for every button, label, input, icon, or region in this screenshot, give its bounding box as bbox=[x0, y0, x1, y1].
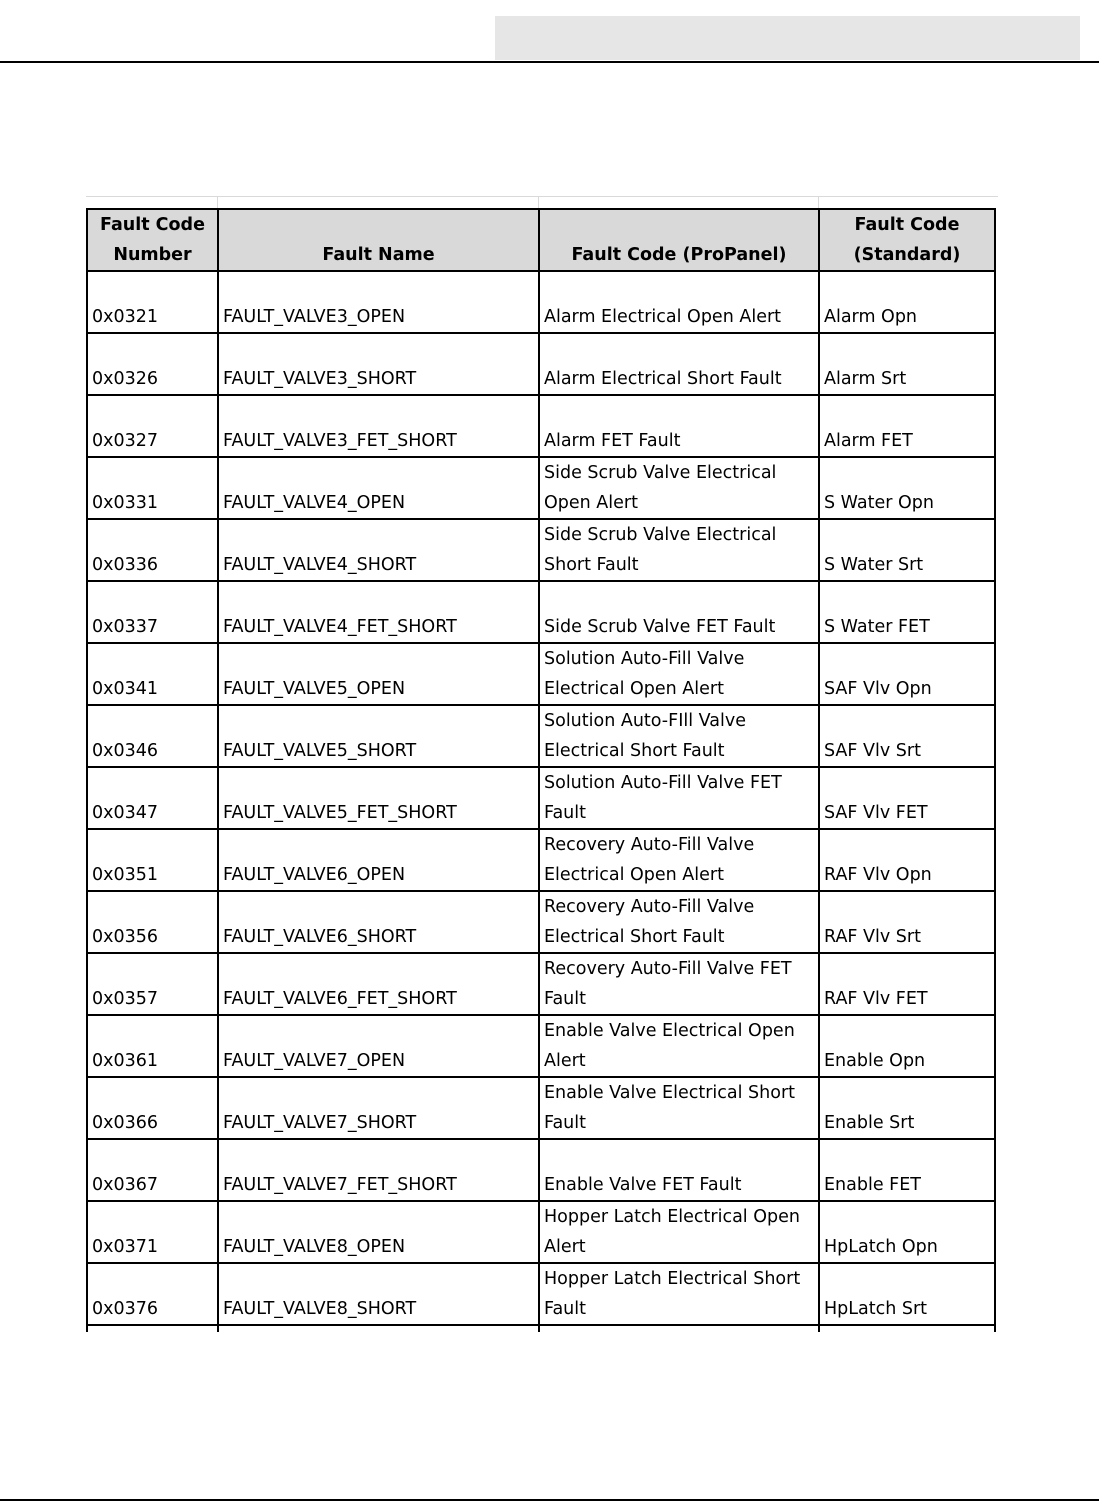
fault-name-cell: FAULT_VALVE6_SHORT bbox=[218, 891, 539, 953]
fault-name-cell: FAULT_VALVE4_FET_SHORT bbox=[218, 581, 539, 643]
table-row bbox=[87, 1015, 995, 1077]
header-bar bbox=[495, 16, 1080, 60]
fault-code-propanel-cell: Solution Auto-Fill Valve Electrical Open Alert bbox=[539, 643, 819, 705]
fault-code-standard-cell: Enable Srt bbox=[819, 1077, 995, 1139]
fault-code-standard-cell: Alarm Srt bbox=[819, 333, 995, 395]
table-row bbox=[87, 953, 995, 1015]
fault-name-cell: FAULT_VALVE5_SHORT bbox=[218, 705, 539, 767]
fault-code-number-cell: 0x0356 bbox=[87, 891, 218, 953]
fault-name-cell: FAULT_VALVE5_FET_SHORT bbox=[218, 767, 539, 829]
fault-code-propanel-cell: Recovery Auto-Fill Valve FET Fault bbox=[539, 953, 819, 1015]
fault-code-standard-cell: RAF Vlv FET bbox=[819, 953, 995, 1015]
table-row bbox=[87, 457, 995, 519]
fault-code-propanel-cell: Enable Valve Electrical Open Alert bbox=[539, 1015, 819, 1077]
table-row bbox=[87, 271, 995, 333]
table-row bbox=[87, 519, 995, 581]
table-row-continued bbox=[87, 1325, 995, 1332]
table-row bbox=[87, 1139, 995, 1201]
fault-code-standard-cell: S Water FET bbox=[819, 581, 995, 643]
table-cell-continued bbox=[819, 1325, 995, 1332]
header-fault-name: Fault Name bbox=[218, 209, 539, 271]
table-row bbox=[87, 767, 995, 829]
footer-rule bbox=[0, 1499, 1099, 1501]
fault-code-number-cell: 0x0321 bbox=[87, 271, 218, 333]
fault-code-table bbox=[86, 208, 996, 1332]
fault-code-standard-cell: Alarm Opn bbox=[819, 271, 995, 333]
fault-code-standard-cell: S Water Srt bbox=[819, 519, 995, 581]
table-cell-continued bbox=[87, 1325, 218, 1332]
header-rule bbox=[0, 61, 1099, 63]
fault-code-standard-cell: SAF Vlv Srt bbox=[819, 705, 995, 767]
fault-name-cell: FAULT_VALVE5_OPEN bbox=[218, 643, 539, 705]
fault-code-standard-cell: SAF Vlv Opn bbox=[819, 643, 995, 705]
fault-name-cell: FAULT_VALVE8_OPEN bbox=[218, 1201, 539, 1263]
fault-code-number-cell: 0x0336 bbox=[87, 519, 218, 581]
header-fault-code-propanel: Fault Code (ProPanel) bbox=[539, 209, 819, 271]
table-row bbox=[87, 643, 995, 705]
table-row bbox=[87, 395, 995, 457]
fault-code-table-container bbox=[86, 196, 998, 1319]
fault-name-cell: FAULT_VALVE4_OPEN bbox=[218, 457, 539, 519]
fault-name-cell: FAULT_VALVE7_FET_SHORT bbox=[218, 1139, 539, 1201]
fault-code-standard-cell: RAF Vlv Srt bbox=[819, 891, 995, 953]
fault-name-cell: FAULT_VALVE6_FET_SHORT bbox=[218, 953, 539, 1015]
fault-name-cell: FAULT_VALVE3_OPEN bbox=[218, 271, 539, 333]
header-fault-code-standard: Fault Code (Standard) bbox=[819, 209, 995, 271]
fault-name-cell: FAULT_VALVE8_SHORT bbox=[218, 1263, 539, 1325]
sheet-gridline bbox=[217, 196, 218, 208]
fault-code-standard-cell: SAF Vlv FET bbox=[819, 767, 995, 829]
fault-code-standard-cell: RAF Vlv Opn bbox=[819, 829, 995, 891]
fault-code-standard-cell: HpLatch Srt bbox=[819, 1263, 995, 1325]
table-row bbox=[87, 891, 995, 953]
fault-name-cell: FAULT_VALVE3_SHORT bbox=[218, 333, 539, 395]
fault-code-number-cell: 0x0357 bbox=[87, 953, 218, 1015]
fault-code-number-cell: 0x0337 bbox=[87, 581, 218, 643]
fault-code-propanel-cell: Hopper Latch Electrical Short Fault bbox=[539, 1263, 819, 1325]
table-cell-continued bbox=[218, 1325, 539, 1332]
fault-name-cell: FAULT_VALVE7_OPEN bbox=[218, 1015, 539, 1077]
fault-code-propanel-cell: Side Scrub Valve Electrical Short Fault bbox=[539, 519, 819, 581]
fault-code-propanel-cell: Alarm FET Fault bbox=[539, 395, 819, 457]
fault-code-propanel-cell: Enable Valve Electrical Short Fault bbox=[539, 1077, 819, 1139]
fault-code-propanel-cell: Side Scrub Valve FET Fault bbox=[539, 581, 819, 643]
fault-code-number-cell: 0x0371 bbox=[87, 1201, 218, 1263]
fault-code-number-cell: 0x0327 bbox=[87, 395, 218, 457]
fault-code-propanel-cell: Recovery Auto-Fill Valve Electrical Open Alert bbox=[539, 829, 819, 891]
sheet-gridline bbox=[86, 196, 998, 197]
fault-code-standard-cell: HpLatch Opn bbox=[819, 1201, 995, 1263]
table-row bbox=[87, 705, 995, 767]
fault-code-number-cell: 0x0326 bbox=[87, 333, 218, 395]
table-cell-continued bbox=[539, 1325, 819, 1332]
fault-code-propanel-cell: Recovery Auto-Fill Valve Electrical Short Fault bbox=[539, 891, 819, 953]
fault-code-standard-cell: Enable FET bbox=[819, 1139, 995, 1201]
fault-name-cell: FAULT_VALVE4_SHORT bbox=[218, 519, 539, 581]
fault-code-propanel-cell: Side Scrub Valve Electrical Open Alert bbox=[539, 457, 819, 519]
fault-code-number-cell: 0x0376 bbox=[87, 1263, 218, 1325]
fault-code-number-cell: 0x0361 bbox=[87, 1015, 218, 1077]
fault-code-standard-cell: Enable Opn bbox=[819, 1015, 995, 1077]
fault-code-number-cell: 0x0366 bbox=[87, 1077, 218, 1139]
table-row bbox=[87, 1077, 995, 1139]
table-header-row bbox=[87, 209, 995, 271]
table-row bbox=[87, 1263, 995, 1325]
fault-code-number-cell: 0x0351 bbox=[87, 829, 218, 891]
fault-code-propanel-cell: Alarm Electrical Open Alert bbox=[539, 271, 819, 333]
table-row bbox=[87, 581, 995, 643]
fault-code-standard-cell: Alarm FET bbox=[819, 395, 995, 457]
fault-code-propanel-cell: Solution Auto-Fill Valve FET Fault bbox=[539, 767, 819, 829]
fault-name-cell: FAULT_VALVE6_OPEN bbox=[218, 829, 539, 891]
fault-code-propanel-cell: Hopper Latch Electrical Open Alert bbox=[539, 1201, 819, 1263]
table-row bbox=[87, 1201, 995, 1263]
fault-code-number-cell: 0x0331 bbox=[87, 457, 218, 519]
fault-code-propanel-cell: Alarm Electrical Short Fault bbox=[539, 333, 819, 395]
sheet-gridline bbox=[818, 196, 819, 208]
sheet-gridline bbox=[538, 196, 539, 208]
fault-code-standard-cell: S Water Opn bbox=[819, 457, 995, 519]
table-row bbox=[87, 333, 995, 395]
fault-code-propanel-cell: Solution Auto-FIll Valve Electrical Short Fault bbox=[539, 705, 819, 767]
fault-code-number-cell: 0x0367 bbox=[87, 1139, 218, 1201]
fault-code-number-cell: 0x0347 bbox=[87, 767, 218, 829]
fault-code-propanel-cell: Enable Valve FET Fault bbox=[539, 1139, 819, 1201]
fault-name-cell: FAULT_VALVE7_SHORT bbox=[218, 1077, 539, 1139]
header-fault-code-number: Fault Code Number bbox=[87, 209, 218, 271]
fault-code-number-cell: 0x0341 bbox=[87, 643, 218, 705]
fault-name-cell: FAULT_VALVE3_FET_SHORT bbox=[218, 395, 539, 457]
table-row bbox=[87, 829, 995, 891]
fault-code-number-cell: 0x0346 bbox=[87, 705, 218, 767]
